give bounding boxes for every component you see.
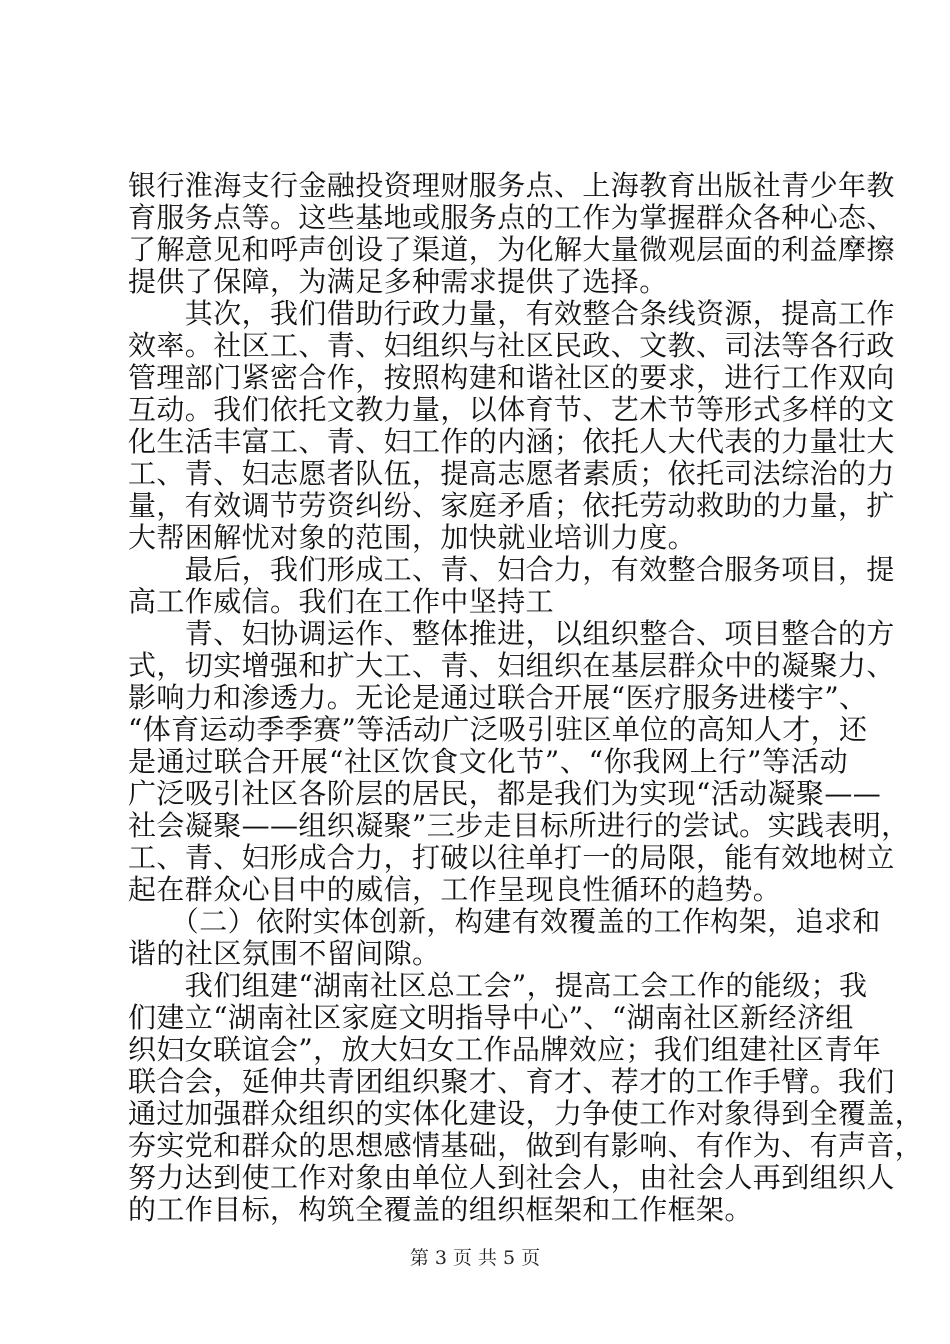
text-line: 社会凝聚——组织凝聚”三步走目标所进行的尝试。实践表明， [128, 809, 910, 842]
text-line: 夯实党和群众的思想感情基础，做到有影响、有作为、有声音， [128, 1129, 924, 1162]
text-line: 工、青、妇形成合力，打破以往单打一的局限，能有效地树立 [128, 841, 895, 874]
text-line: 我们组建“湖南社区总工会”，提高工会工作的能级；我 [128, 969, 868, 1002]
text-line: “体育运动季季赛”等活动广泛吸引驻区单位的高知人才，还 [128, 713, 868, 746]
document-body [128, 169, 924, 1226]
text-line: 青、妇协调运作、整体推进，以组织整合、项目整合的方 [128, 617, 895, 650]
text-line: 大帮困解忧对象的范围，加快就业培训力度。 [128, 521, 697, 554]
page-number-footer: 第 3 页 共 5 页 [409, 1247, 541, 1269]
text-line: 努力达到使工作对象由单位人到社会人，由社会人再到组织人 [128, 1161, 895, 1194]
text-line: 化生活丰富工、青、妇工作的内涵；依托人大代表的力量壮大 [128, 425, 895, 458]
text-line: 最后，我们形成工、青、妇合力，有效整合服务项目，提 [128, 553, 895, 586]
text-line: 互动。我们依托文教力量，以体育节、艺术节等形式多样的文 [128, 393, 895, 426]
text-line: 效率。社区工、青、妇组织与社区民政、文教、司法等各行政 [128, 329, 895, 362]
text-line: 起在群众心目中的威信，工作呈现良性循环的趋势。 [128, 873, 782, 906]
text-line: 了解意见和呼声创设了渠道，为化解大量微观层面的利益摩擦 [128, 233, 895, 266]
text-line: 广泛吸引社区各阶层的居民，都是我们为实现“活动凝聚—— [128, 777, 882, 810]
text-line: 织妇女联谊会”，放大妇女工作品牌效应；我们组建社区青年 [128, 1033, 882, 1066]
text-line: 工、青、妇志愿者队伍，提高志愿者素质；依托司法综治的力 [128, 457, 895, 490]
text-line: 育服务点等。这些基地或服务点的工作为掌握群众各种心态、 [128, 201, 895, 234]
text-line: 管理部门紧密合作，按照构建和谐社区的要求，进行工作双向 [128, 361, 895, 394]
text-line: 式，切实增强和扩大工、青、妇组织在基层群众中的凝聚力、 [128, 649, 895, 682]
text-line: 影响力和渗透力。无论是通过联合开展“医疗服务进楼宇”、 [128, 681, 868, 714]
text-line: 谐的社区氛围不留间隙。 [128, 937, 441, 970]
text-line: 提供了保障，为满足多种需求提供了选择。 [128, 265, 668, 298]
text-line: 量，有效调节劳资纠纷、家庭矛盾；依托劳动救助的力量，扩 [128, 489, 895, 522]
text-line: 银行淮海支行金融投资理财服务点、上海教育出版社青少年教 [128, 169, 895, 202]
text-line: 们建立“湖南社区家庭文明指导中心”、“湖南社区新经济组 [128, 1001, 854, 1034]
text-line: 联合会，延伸共青团组织聚才、育才、荐才的工作手臂。我们 [128, 1065, 895, 1098]
text-line: 的工作目标，构筑全覆盖的组织框架和工作框架。 [128, 1193, 753, 1226]
text-line: 高工作威信。我们在工作中坚持工 [128, 585, 555, 618]
text-line: 是通过联合开展“社区饮食文化节”、“你我网上行”等活动 [128, 745, 848, 778]
text-line: 通过加强群众组织的实体化建设，力争使工作对象得到全覆盖， [128, 1097, 924, 1130]
text-line: （二）依附实体创新，构建有效覆盖的工作构架，追求和 [128, 905, 881, 938]
text-line: 其次，我们借助行政力量，有效整合条线资源，提高工作 [128, 297, 895, 330]
